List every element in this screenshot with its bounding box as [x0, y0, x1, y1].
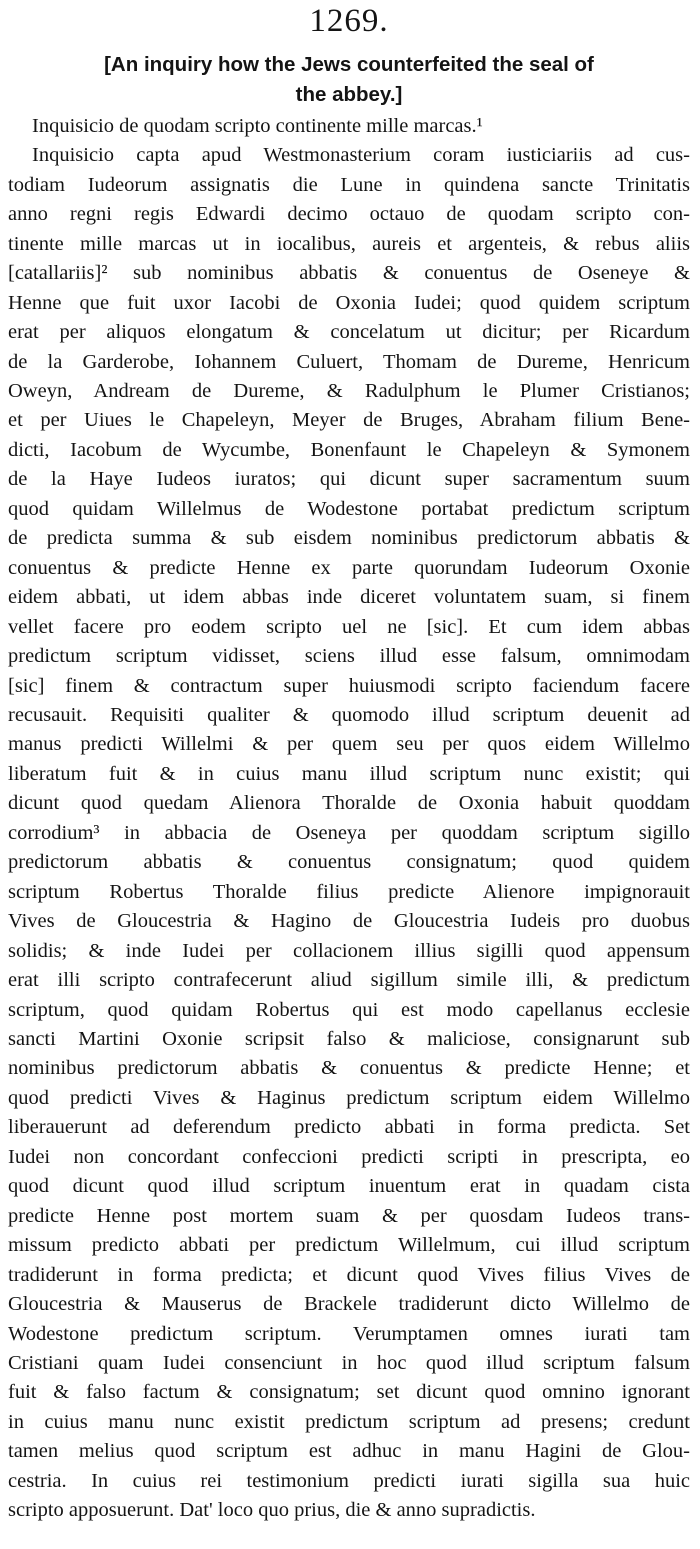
body-line: liberauerunt ad deferendum predicto abbati in forma predicta. Set — [8, 1116, 690, 1139]
body-line: [sic] finem & contractum super huiusmodi scripto faciendum facere — [8, 674, 690, 697]
title-line: [An inquiry how the Jews counterfeited the seal of — [104, 53, 594, 76]
body-line: corrodium³ in abbacia de Oseneya per quoddam scriptum sigillo — [8, 821, 690, 844]
body-line: quod quidam Willelmus de Wodestone portabat predictum scriptum — [8, 497, 690, 520]
title-line: the abbey.] — [295, 83, 403, 106]
body-line: tradiderunt in forma predicta; et dicunt quod Vives filius Vives de — [8, 1263, 690, 1286]
body-line: dicunt quod quedam Alienora Thoralde de Oxonia habuit quoddam — [8, 792, 690, 815]
body-line: anno regni regis Edwardi decimo octauo de quodam scripto con- — [8, 203, 690, 226]
body-line: quod dicunt quod illud scriptum inuentum erat in quadam cista — [8, 1175, 690, 1198]
document-body — [8, 141, 690, 1525]
body-line: todiam Iudeorum assignatis die Lune in quindena sancte Trinitatis — [8, 173, 690, 196]
body-line: tamen melius quod scriptum est adhuc in manu Hagini de Glou- — [8, 1440, 690, 1463]
body-line: nominibus predictorum abbatis & conuentus & predicte Henne; et — [8, 1057, 690, 1080]
body-line: missum predicto abbati per predictum Willelmum, cui illud scriptum — [8, 1234, 690, 1257]
body-line: Inquisicio capta apud Westmonasterium coram iusticiariis ad cus- — [32, 144, 690, 167]
body-line: quod predicti Vives & Haginus predictum scriptum eidem Willelmo — [8, 1086, 690, 1109]
body-line: erat illi scripto contrafecerunt aliud sigillum simile illi, & predictum — [8, 969, 690, 992]
body-line: predicte Henne post mortem suam & per quosdam Iudeos trans- — [8, 1204, 690, 1227]
body-line: Vives de Gloucestria & Hagino de Gloucestria Iudeis pro duobus — [8, 910, 690, 933]
body-line: eidem abbati, ut idem abbas inde diceret voluntatem suam, si finem — [8, 586, 690, 609]
body-line: conuentus & predicte Henne ex parte quorundam Iudeorum Oxonie — [8, 556, 690, 579]
body-line: scripto apposuerunt. Dat' loco quo prius, die & anno supradictis. — [8, 1499, 536, 1522]
body-line: solidis; & inde Iudei per collacionem illius sigilli quod appensum — [8, 939, 690, 962]
body-line: sancti Martini Oxonie scripsit falso & maliciose, consignarunt sub — [8, 1028, 690, 1050]
body-line: Wodestone predictum scriptum. Verumptamen omnes iurati tam — [8, 1322, 690, 1345]
body-line: Cristiani quam Iudei consenciunt in hoc quod illud scriptum falsum — [8, 1351, 690, 1374]
body-line: recusauit. Requisiti qualiter & quomodo illud scriptum deuenit ad — [8, 704, 690, 727]
body-line: in cuius manu nunc existit predictum scriptum ad presens; credunt — [8, 1410, 690, 1433]
body-line: [catallariis]² sub nominibus abbatis & conuentus de Oseneye & — [8, 262, 690, 285]
body-line: predictorum abbatis & conuentus consignatum; quod quidem — [8, 851, 690, 874]
body-line: manus predicti Willelmi & per quem seu per quos eidem Willelmo — [8, 733, 690, 756]
body-line: vellet facere pro eodem scripto uel ne [sic]. Et cum idem abbas — [8, 615, 690, 638]
document-title — [8, 50, 690, 110]
body-line: predictum scriptum vidisset, sciens illud esse falsum, omnimodam — [8, 645, 690, 668]
body-line: erat per aliquos elongatum & concelatum ut dicitur; per Ricardum — [8, 321, 690, 344]
body-line: dicti, Iacobum de Wycumbe, Bonenfaunt le Chapeleyn & Symonem — [8, 438, 690, 461]
body-line: tinente mille marcas ut in iocalibus, aureis et argenteis, & rebus aliis — [8, 232, 690, 255]
inquiry-heading: Inquisicio de quodam scripto continente mille marcas.¹ — [32, 115, 483, 137]
body-line: de la Haye Iudeos iuratos; qui dicunt super sacramentum suum — [8, 468, 690, 491]
body-line: de la Garderobe, Iohannem Culuert, Thomam de Dureme, Henricum — [8, 350, 690, 373]
body-line: Oweyn, Andream de Dureme, & Radulphum le Plumer Cristianos; — [8, 380, 690, 403]
body-line: Henne que fuit uxor Iacobi de Oxonia Iudei; quod quidem scriptum — [8, 291, 690, 314]
body-line: fuit & falso factum & consignatum; set dicunt quod omnino ignorant — [8, 1381, 690, 1404]
body-line: et per Uiues le Chapeleyn, Meyer de Bruges, Abraham filium Bene- — [8, 409, 690, 432]
body-line: Iudei non concordant confeccioni predicti scripti in prescripta, eo — [8, 1145, 690, 1168]
body-line: de predicta summa & sub eisdem nominibus predictorum abbatis & — [8, 527, 690, 550]
body-line: scriptum, quod quidam Robertus qui est modo capellanus ecclesie — [8, 998, 690, 1021]
body-line: scriptum Robertus Thoralde filius predicte Alienore impignorauit — [8, 880, 690, 903]
body-line: cestria. In cuius rei testimonium predicti iurati sigilla sua huic — [8, 1469, 690, 1492]
document-number: 1269. — [309, 3, 389, 39]
body-line: liberatum fuit & in cuius manu illud scriptum nunc existit; qui — [8, 762, 690, 785]
body-line: Gloucestria & Mauserus de Brackele tradiderunt dicto Willelmo de — [8, 1293, 690, 1316]
